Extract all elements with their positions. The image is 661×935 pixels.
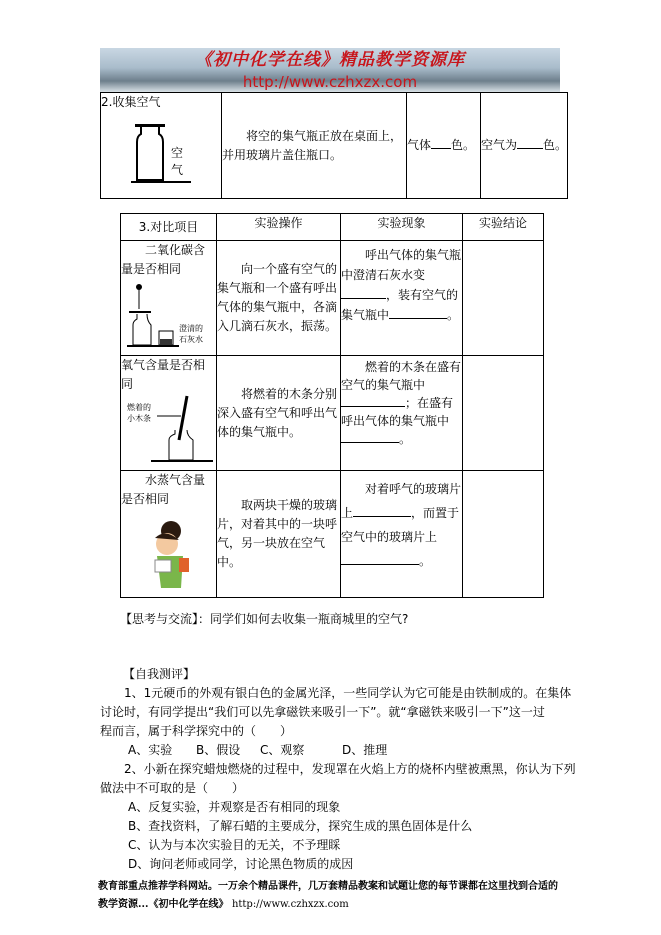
text: ，装有空气的集气瓶中 [341,288,459,322]
banner-url[interactable]: http://www.czhxzx.com [242,73,418,91]
item-text: 氧气含量是否相同 [121,358,206,391]
text: 呼出气体的集气瓶中澄清石灰水变 [341,248,462,282]
text: 。 [399,432,412,446]
text: 气体 [407,138,432,152]
text: 。 [419,554,432,568]
compare-table [120,213,544,598]
q-line: 讨论时，有同学提出“我们可以先拿磁铁来吸引一下”。就“拿磁铁来吸引一下”这一过 [100,705,545,719]
text: 空气为 [481,138,518,152]
text: 。 [447,308,460,322]
gas-bottle-icon [101,112,221,192]
phenomenon-cell [341,356,463,471]
conclusion-cell[interactable] [463,241,544,356]
item-cell [121,356,217,471]
operation-cell: 将燃着的木条分别深入盛有空气和呼出气体的集气瓶中。 [217,356,341,471]
collect-air-table [100,92,568,199]
header-cell: 实验结论 [463,214,544,241]
footer-url[interactable]: http://www.czhxzx.com [231,899,349,910]
header-cell: 3.对比项目 [121,214,217,241]
text: 燃着的木条在盛有空气的集气瓶中 [341,360,462,392]
table-row [121,471,544,598]
figure-label: 石灰水 [179,335,203,344]
collect-operation: 将空的集气瓶正放在桌面上，并用玻璃片盖住瓶口。 [222,93,407,199]
item-cell [121,241,217,356]
collect-conclusion [481,93,568,199]
burning-stick-apparatus-icon [121,394,216,464]
q-line: 2、小新在探究蜡烛燃烧的过程中，发现罩在火焰上方的烧杯内壁被熏黑，你认为下列 [124,762,576,776]
operation-cell: 向一个盛有空气的集气瓶和一个盛有呼出气体的集气瓶中，各滴入几滴石灰水，振荡。 [217,241,341,356]
q-line: 做法中不可取的是（ ） [100,781,245,795]
collect-label: 2.收集空气 [101,95,161,109]
think-and-discuss: 【思考与交流】：同学们如何去收集一瓶商城里的空气? [120,612,409,626]
banner-title: 《初中化学在线》精品教学资源库 [195,50,465,70]
footer-line: 教学资源...《初中化学在线》 [98,899,229,910]
footer [98,878,578,914]
option[interactable]: D、推理 [342,743,388,757]
self-test-heading: 【自我测评】 [123,667,196,681]
conclusion-cell[interactable] [463,356,544,471]
phenomenon-cell [341,471,463,598]
q1-options [100,741,580,760]
figure-label: 空 [171,146,184,160]
option[interactable]: A、实验 [128,743,173,757]
girl-reading-illustration [121,509,216,591]
figure-label-2: 气 [171,163,184,177]
figure-label: 澄清的 [179,324,203,333]
item-cell [121,471,217,598]
collect-label-cell [101,93,222,199]
header-cell: 实验现象 [341,214,463,241]
operation-cell: 取两块干燥的玻璃片，对着其中的一块呼气，另一块放在空气中。 [217,471,341,598]
question-1 [100,684,580,874]
q-line: 1、1元硬币的外观有银白色的金属光泽，一些同学认为它可能是由铁制成的。在集体 [124,686,572,700]
conclusion-cell[interactable] [463,471,544,598]
banner [100,48,560,92]
table-row [121,241,544,356]
option[interactable]: B、查找资料，了解石蜡的主要成分，探究生成的黑色固体是什么 [128,819,473,833]
item-text: 水蒸气含量是否相同 [121,473,206,506]
collect-phenomenon [407,93,481,199]
option[interactable]: D、询问老师或同学，讨论黑色物质的成因 [128,857,354,871]
text: 对着呼气的玻璃片上 [341,482,462,520]
q-line: 程而言，属于科学探究中的（ ） [100,724,293,738]
text: 色。 [451,138,476,152]
table-row [121,356,544,471]
limewater-apparatus-icon [121,279,216,349]
text: ，而置于空气中的玻璃片上 [341,506,460,544]
lower-content [0,213,661,914]
option[interactable]: A、反复实验，并观察是否有相同的现象 [128,800,341,814]
figure-label: 燃着的 [127,403,151,412]
text: 色。 [543,138,568,152]
item-text: 二氧化碳含量是否相同 [121,243,206,276]
option[interactable]: C、观察 [260,743,305,757]
text: ；在盛有呼出气体的集气瓶中 [341,396,454,428]
footer-line: 教育部重点推荐学科网站。一万余个精品课件，几万套精品教案和试题让您的每节课都在这里找到合适的 [98,881,558,892]
phenomenon-cell [341,241,463,356]
option[interactable]: C、认为与本次实验目的无关，不予理睬 [128,838,341,852]
figure-label: 小木条 [127,414,151,423]
option[interactable]: B、假设 [196,743,241,757]
header-cell: 实验操作 [217,214,341,241]
